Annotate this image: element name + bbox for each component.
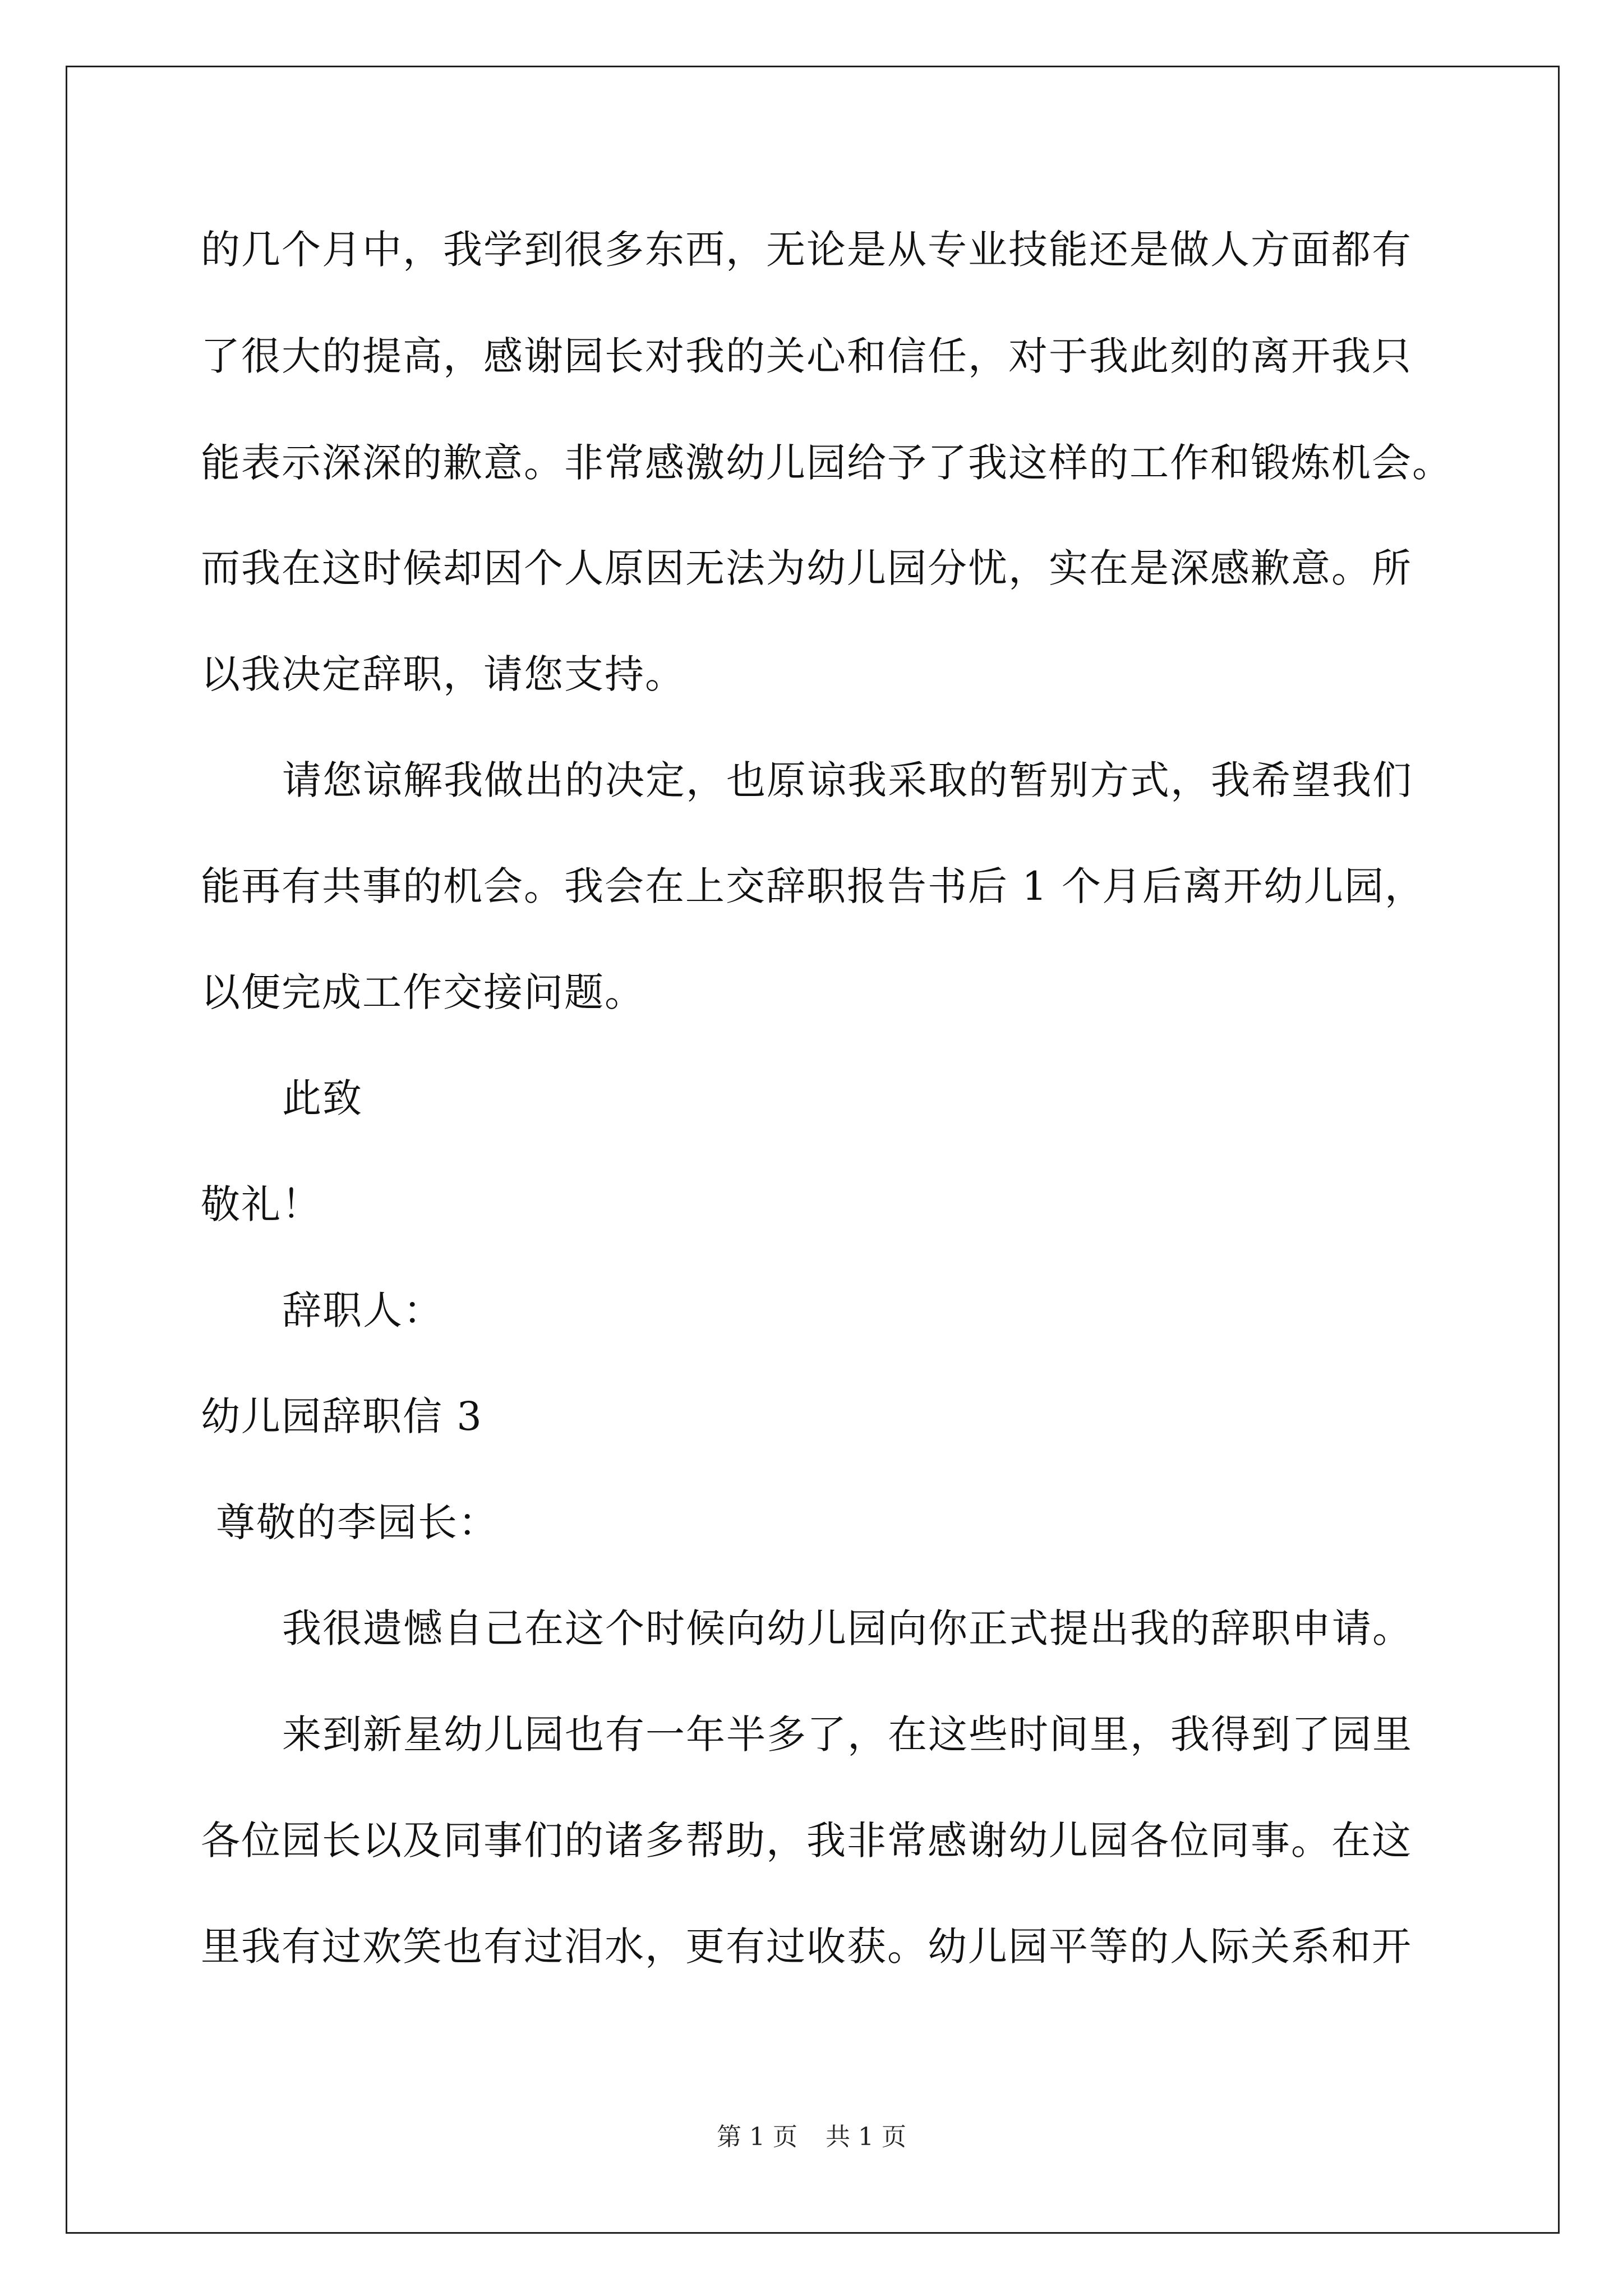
page-total: 共 1 页 xyxy=(826,2123,906,2151)
closing-salutation: 此致 xyxy=(282,1075,363,1121)
body-line-2: 了很大的提高，感谢园长对我的关心和信任，对于我此刻的离开我只 xyxy=(201,333,1412,379)
body-line-1: 的几个月中，我学到很多东西，无论是从专业技能还是做人方面都有 xyxy=(201,227,1412,273)
page-footer xyxy=(0,2125,1623,2150)
body-line-10: 来到新星幼儿园也有一年半多了，在这些时间里，我得到了园里 xyxy=(282,1711,1413,1757)
letter-greeting: 尊敬的李园长： xyxy=(216,1499,499,1545)
closing-regards: 敬礼！ xyxy=(201,1181,322,1227)
body-line-8: 以便完成工作交接问题。 xyxy=(201,969,645,1015)
body-line-7: 能再有共事的机会。我会在上交辞职报告书后 1 个月后离开幼儿园， xyxy=(201,863,1426,909)
page-number: 第 1 页 xyxy=(717,2123,797,2151)
body-line-12: 里我有过欢笑也有过泪水，更有过收获。幼儿园平等的人际关系和开 xyxy=(201,1924,1412,1970)
section-title: 幼儿园辞职信 3 xyxy=(201,1393,483,1439)
body-line-3: 能表示深深的歉意。非常感激幼儿园给予了我这样的工作和锻炼机会。 xyxy=(201,440,1453,486)
body-line-6: 请您谅解我做出的决定，也原谅我采取的暂别方式，我希望我们 xyxy=(282,757,1413,803)
body-line-4: 而我在这时候却因个人原因无法为幼儿园分忧，实在是深感歉意。所 xyxy=(201,545,1412,591)
body-line-11: 各位园长以及同事们的诸多帮助，我非常感谢幼儿园各位同事。在这 xyxy=(201,1818,1412,1864)
body-line-9: 我很遗憾自己在这个时候向幼儿园向你正式提出我的辞职申请。 xyxy=(282,1605,1413,1651)
page-border xyxy=(66,66,1560,2234)
signature-label: 辞职人： xyxy=(282,1287,444,1333)
body-line-5: 以我决定辞职，请您支持。 xyxy=(201,651,685,697)
